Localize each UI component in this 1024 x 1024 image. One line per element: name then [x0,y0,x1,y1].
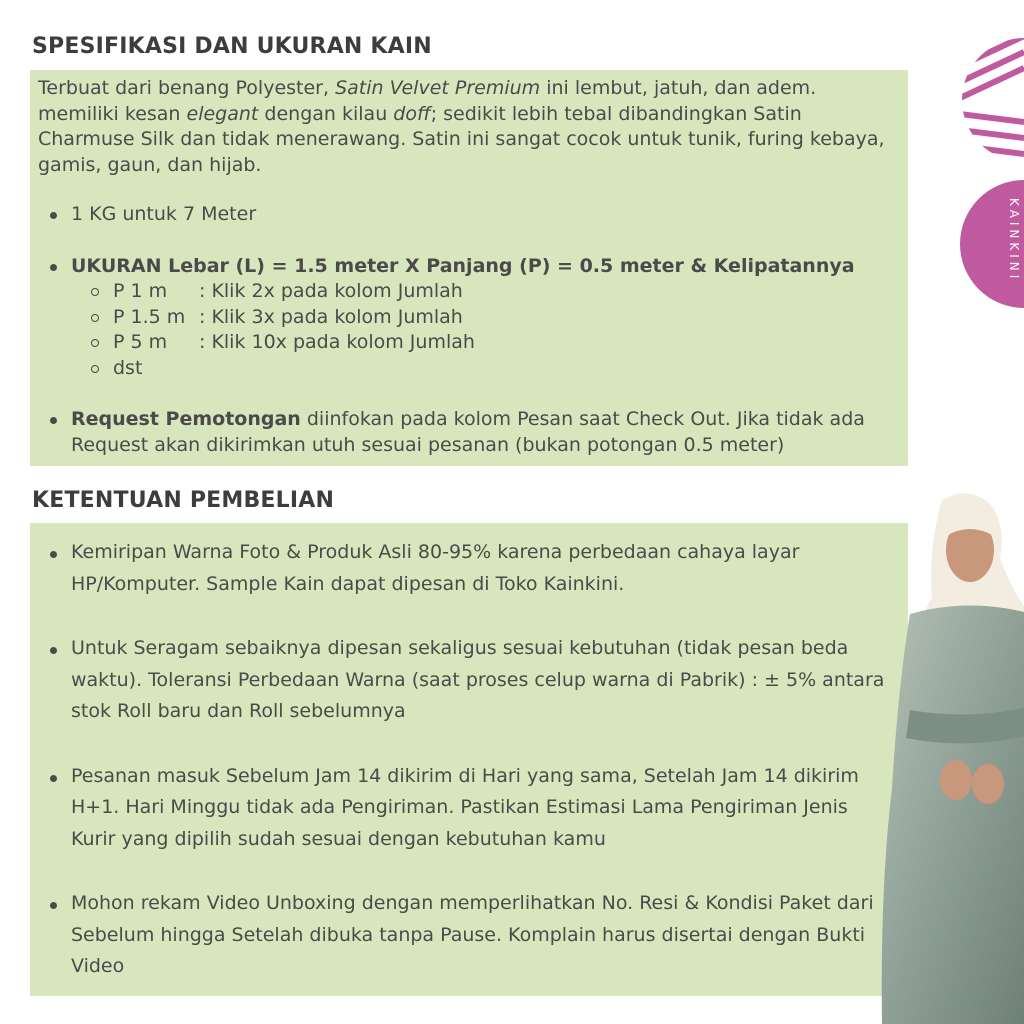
list-item: Untuk Seragam sebaiknya dipesan sekaligus sesuai kebutuhan (tidak pesan beda waktu). Toleransi Perbedaan Warna (saat proses celup warna di Pabrik) : ± 5% antara stok Roll baru dan Roll sebelumnya [38,633,898,728]
spec-list [38,202,898,458]
brand-logo [960,30,1024,320]
list-item: Mohon rekam Video Unboxing dengan memperlihatkan No. Resi & Kondisi Paket dari Sebelum hingga Setelah dibuka tanpa Pause. Komplain harus disertai dengan Bukti Video [38,888,898,983]
size-sublist [71,279,898,381]
size-item: P 1.5 m : Klik 3x pada kolom Jumlah [71,305,898,331]
dress [882,605,1024,1024]
list-item-size: UKURAN Lebar (L) = 1.5 meter X Panjang (P) = 0.5 meter & Kelipatannya P 1 m : Klik 2x pada kolom Jumlah P 1.5 m : Klik 3x pada kolom Jumlah P 5 m : Klik 10x pada kolom Jumlah dst [38,254,898,382]
list-item-weight: 1 KG untuk 7 Meter [38,202,898,228]
list-item: Pesanan masuk Sebelum Jam 14 dikirim di Hari yang sama, Setelah Jam 14 dikirim H+1. Hari Minggu tidak ada Pengiriman. Pastikan Estimasi Lama Pengiriman Jenis Kurir yang dipilih sudah sesuai dengan kebutuhan kamu [38,761,898,856]
spec-heading: SPESIFIKASI DAN UKURAN KAIN [32,34,432,59]
size-item: P 5 m : Klik 10x pada kolom Jumlah [71,330,898,356]
spec-panel [30,70,908,466]
logo-text: KAINKINI [1007,198,1021,283]
terms-heading: KETENTUAN PEMBELIAN [32,488,335,513]
size-item: dst [71,356,898,382]
model-photo [880,488,1024,1024]
terms-panel [30,523,908,996]
terms-list [38,537,898,983]
size-item: P 1 m : Klik 2x pada kolom Jumlah [71,279,898,305]
yarn-ball-icon [960,30,1024,170]
list-item-request: Request Pemotongan diinfokan pada kolom Pesan saat Check Out. Jika tidak ada Request akan dikirimkan utuh sesuai pesanan (bukan potongan 0.5 meter) [38,407,898,458]
list-item: Kemiripan Warna Foto & Produk Asli 80-95% karena perbedaan cahaya layar HP/Komputer. Sample Kain dapat dipesan di Toko Kainkini. [38,537,898,600]
hands [940,760,972,800]
spec-intro: Terbuat dari benang Polyester, Satin Velvet Premium ini lembut, jatuh, dan adem. memiliki kesan elegant dengan kilau doff; sedikit lebih tebal dibandingkan Satin Charmuse Silk dan tidak menerawang. Satin ini sangat cocok untuk tunik, furing kebaya, gamis, gaun, dan hijab. [38,77,885,176]
